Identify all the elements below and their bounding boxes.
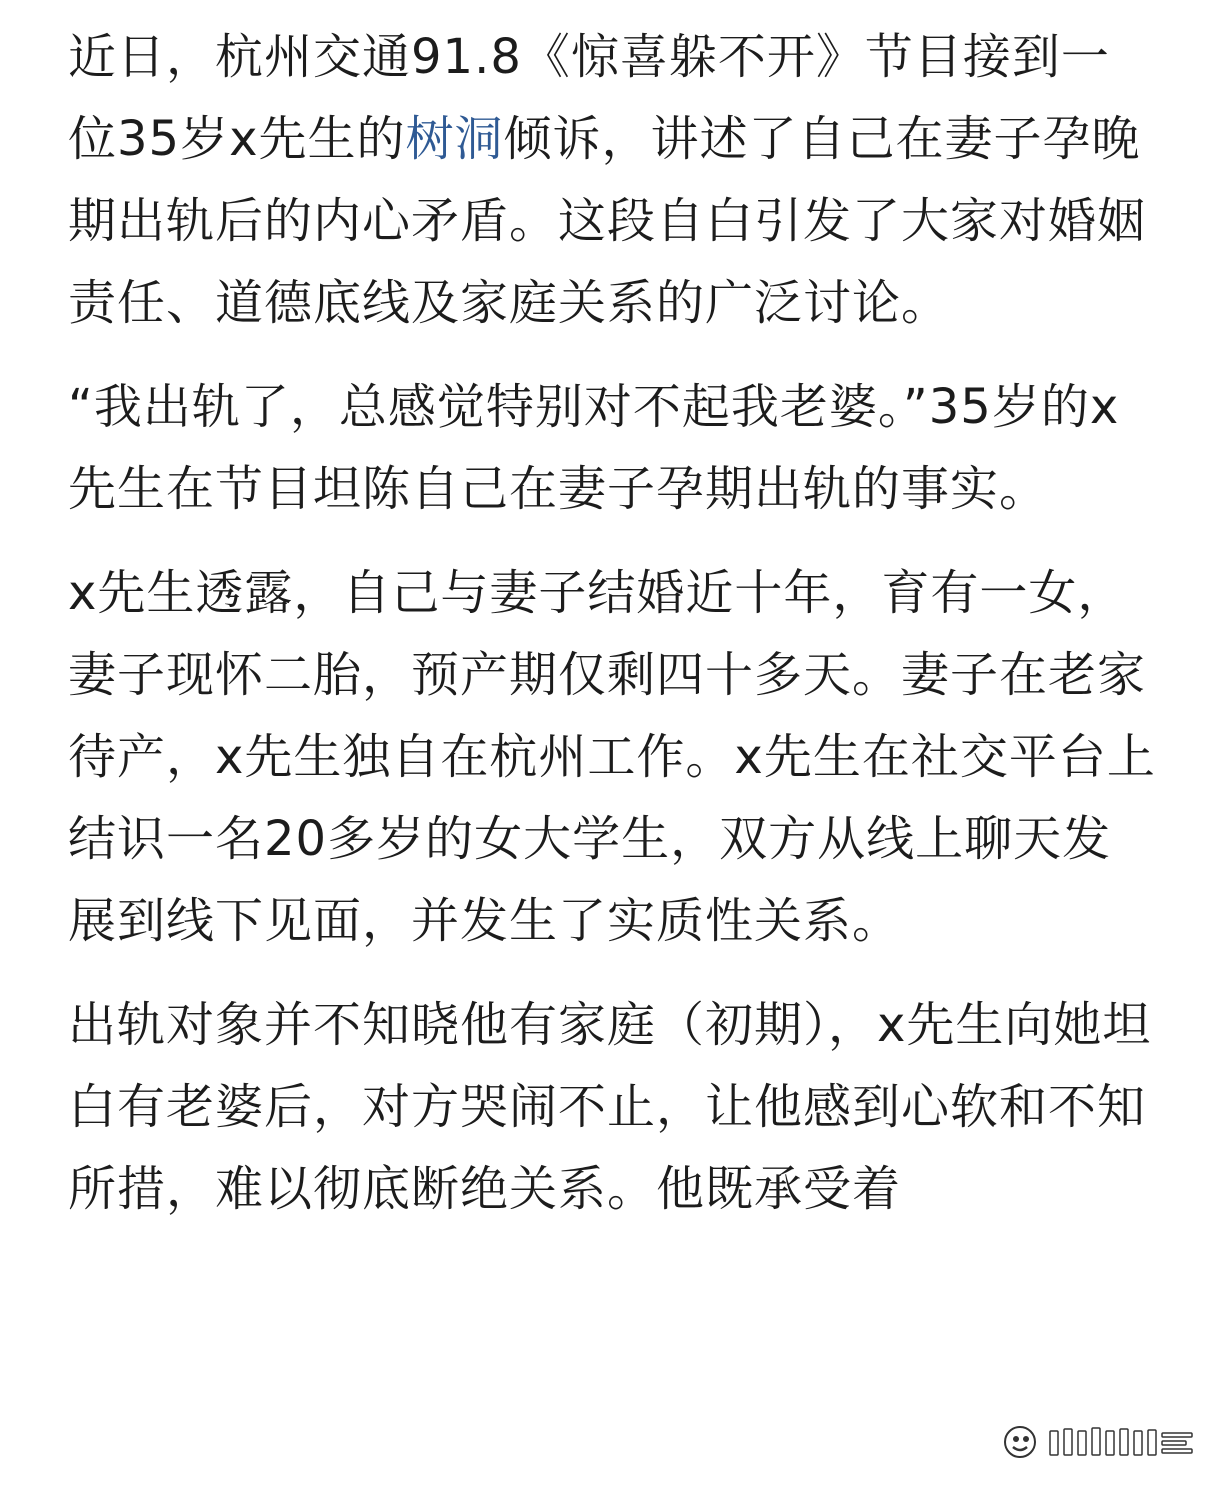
- article-body: [68, 0, 1158, 1230]
- paragraph-background: x先生透露，自己与妻子结婚近十年，育有一女，妻子现怀二胎，预产期仅剩四十多天。妻子在老家待产，x先生独自在杭州工作。x先生在社交平台上结识一名20多岁的女大学生，双方从线上聊天发展到线下见面，并发生了实质性关系。: [68, 565, 1156, 949]
- keyword-link[interactable]: 树洞: [405, 111, 504, 167]
- paragraph-intro-text-b: 倾诉，讲述了自己在妻子孕晚期出轨后的内心矛盾。这段自白引发了大家对婚姻责任、道德底线及家庭关系的广泛讨论。: [68, 111, 1147, 331]
- paragraph-conflict: 出轨对象并不知晓他有家庭（初期），x先生向她坦白有老婆后，对方哭闹不止，让他感到心软和不知所措，难以彻底断绝关系。他既承受着: [68, 997, 1152, 1217]
- watermark: [1000, 1422, 1198, 1462]
- watermark-bars-icon: [1048, 1425, 1198, 1459]
- paragraph-intro: [68, 16, 1158, 344]
- site-logo-icon: [1000, 1422, 1040, 1462]
- paragraph-quote: “我出轨了，总感觉特别对不起我老婆。”35岁的x先生在节目坦陈自己在妻子孕期出轨的事实。: [68, 379, 1120, 517]
- paragraph-intro-text-a: 近日，杭州交通91.8《惊喜躲不开》节目接到一位35岁x先生的: [68, 29, 1110, 167]
